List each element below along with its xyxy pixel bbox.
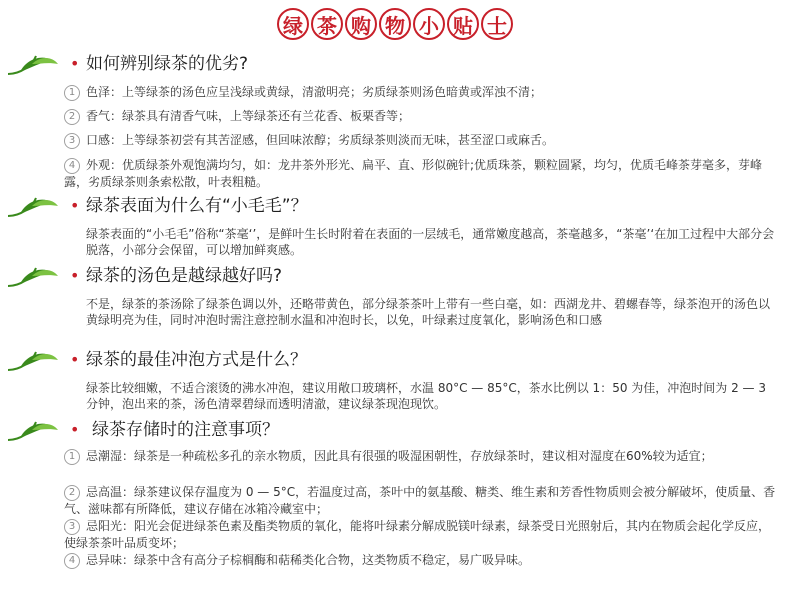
title-char: 绿 <box>277 8 309 40</box>
title-char: 士 <box>481 8 513 40</box>
title-char: 贴 <box>447 8 479 40</box>
item-text: 忌异味：绿茶中含有高分子棕榈酶和萜稀类化合物，这类物质不稳定，易广吸异味。 <box>86 553 531 567</box>
title-char: 茶 <box>311 8 343 40</box>
bullet-dot: • <box>70 420 80 439</box>
item-number: 4 <box>64 553 80 569</box>
section-heading: 如何辨别绿茶的优劣? <box>86 54 249 74</box>
tea-leaf-icon <box>6 264 60 292</box>
list-item <box>64 518 776 552</box>
item-number: 1 <box>64 449 80 465</box>
item-text: 香气：绿茶具有清香气味，上等绿茶还有兰花香、板栗香等； <box>86 109 411 123</box>
title-char: 小 <box>413 8 445 40</box>
list-item <box>64 84 776 101</box>
list-item <box>64 484 776 518</box>
tea-leaf-icon <box>6 348 60 376</box>
section-heading: 绿茶的汤色是越绿越好吗? <box>86 266 283 286</box>
section-paragraph: 绿茶表面的“小毛毛”俗称“茶毫‘’，是鲜叶生长时附着在表面的一层绒毛，通常嫩度越高，茶毫越多，“茶毫’‘在加工过程中大部分会脱落，小部分会保留，可以增加鲜爽感。 <box>86 227 775 257</box>
item-text: 忌高温：绿茶建议保存温度为 0 — 5°C，若温度过高，茶叶中的氨基酸、糖类、维生素和芳香性物质则会被分解破坏，使质量、香气、滋味都有所降低，建议存储在冰箱冷藏室中； <box>64 485 776 516</box>
section-paragraph: 绿茶比较细嫩，不适合滚烫的沸水冲泡，建议用敞口玻璃杯，水温 80°C — 85°C，茶水比例以 1：50 为佳，冲泡时间为 2 — 3 分钟，泡出来的茶，汤色清翠碧绿而透明清澈，建议绿茶现泡现饮。 <box>86 381 766 411</box>
tea-leaf-icon <box>6 194 60 222</box>
section-heading: 绿茶表面为什么有“小毛毛”？ <box>86 196 308 216</box>
list-item <box>64 108 776 125</box>
bullet-dot: • <box>70 196 80 215</box>
section-heading: 绿茶存储时的注意事项？ <box>92 420 279 440</box>
section-heading: 绿茶的最佳冲泡方式是什么？ <box>86 350 307 370</box>
title-char: 购 <box>345 8 377 40</box>
item-text: 忌阳光：阳光会促进绿茶色素及酯类物质的氧化，能将叶绿素分解成脱镁叶绿素，绿茶受日光照射后，其内在物质会起化学反应，使绿茶茶叶品质变坏； <box>64 519 771 550</box>
section-paragraph: 不是，绿茶的茶汤除了绿茶色调以外，还略带黄色，部分绿茶茶叶上带有一些白毫，如：西湖龙井、碧螺春等，绿茶泡开的汤色以黄绿明亮为佳，同时冲泡时需注意控制水温和冲泡时长，以免，叶绿素过度氧化，影响汤色和口感 <box>86 297 771 327</box>
list-item <box>64 448 776 465</box>
item-text: 口感：上等绿茶初尝有其苦涩感，但回味浓醇；劣质绿茶则淡而无味，甚至涩口或麻舌。 <box>86 133 555 147</box>
item-text: 外观：优质绿茶外观饱满均匀，如：龙井茶外形光、扁平、直、形似碗针;优质珠茶，颗粒圆紧，均匀，优质毛峰茶芽毫多，芽峰露，劣质绿茶则条索松散，叶表粗糙。 <box>64 158 763 189</box>
tea-leaf-icon <box>6 52 60 80</box>
item-number: 4 <box>64 158 80 174</box>
bullet-dot: • <box>70 266 80 285</box>
list-item <box>64 157 776 191</box>
item-number: 3 <box>64 519 80 535</box>
list-item <box>64 552 776 569</box>
item-number: 1 <box>64 85 80 101</box>
item-text: 色泽：上等绿茶的汤色应呈浅绿或黄绿，清澈明亮；劣质绿茶则汤色暗黄或浑浊不清； <box>86 85 543 99</box>
bullet-dot: • <box>70 350 80 369</box>
item-number: 2 <box>64 485 80 501</box>
page-title <box>0 6 790 42</box>
list-item <box>64 132 776 149</box>
title-char: 物 <box>379 8 411 40</box>
item-text: 忌潮湿：绿茶是一种疏松多孔的亲水物质，因此具有很强的吸湿困朝性，存放绿茶时，建议相对湿度在60%较为适宜； <box>86 449 713 463</box>
tea-leaf-icon <box>6 418 60 446</box>
item-number: 3 <box>64 133 80 149</box>
bullet-dot: • <box>70 54 80 73</box>
item-number: 2 <box>64 109 80 125</box>
